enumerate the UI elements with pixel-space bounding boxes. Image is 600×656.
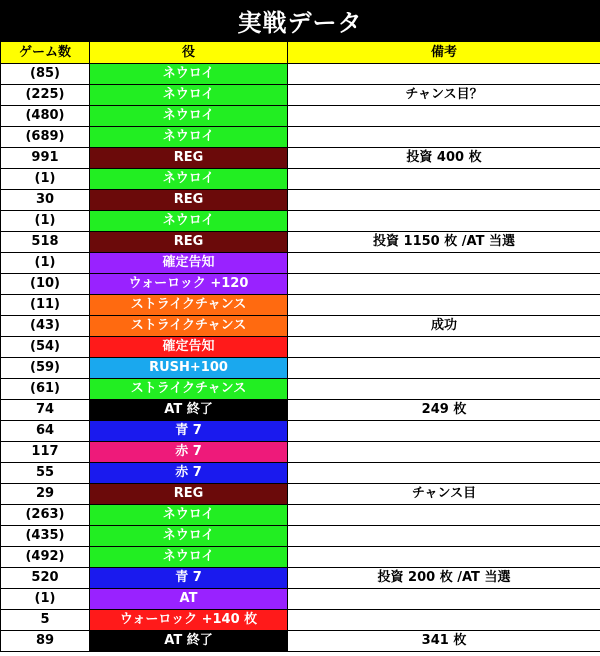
table-row — [1, 568, 600, 589]
note-cell: 成功 — [288, 316, 600, 337]
role-cell: AT 終了 — [90, 631, 288, 652]
note-cell — [288, 127, 600, 148]
note-cell — [288, 358, 600, 379]
note-cell — [288, 442, 600, 463]
note-cell — [288, 526, 600, 547]
game-count-cell: (480) — [1, 106, 90, 127]
game-count-cell: (54) — [1, 337, 90, 358]
table-row — [1, 232, 600, 253]
table-row — [1, 463, 600, 484]
game-count-cell: (59) — [1, 358, 90, 379]
role-cell: REG — [90, 232, 288, 253]
table-row — [1, 106, 600, 127]
note-cell — [288, 379, 600, 400]
table-row — [1, 379, 600, 400]
note-cell — [288, 505, 600, 526]
game-count-cell: (1) — [1, 169, 90, 190]
role-cell: ネウロイ — [90, 127, 288, 148]
table-row — [1, 295, 600, 316]
table-row — [1, 631, 600, 652]
header-role: 役 — [90, 42, 288, 64]
role-cell: AT 終了 — [90, 400, 288, 421]
table-row — [1, 64, 600, 85]
role-cell: ストライクチャンス — [90, 379, 288, 400]
role-cell: ネウロイ — [90, 547, 288, 568]
table-row — [1, 274, 600, 295]
note-cell — [288, 337, 600, 358]
game-count-cell: (85) — [1, 64, 90, 85]
game-count-cell: 89 — [1, 631, 90, 652]
game-count-cell: 520 — [1, 568, 90, 589]
role-cell: ネウロイ — [90, 85, 288, 106]
game-count-cell: (43) — [1, 316, 90, 337]
game-count-cell: (1) — [1, 253, 90, 274]
table-row — [1, 190, 600, 211]
role-cell: ネウロイ — [90, 106, 288, 127]
role-cell: 青 7 — [90, 421, 288, 442]
game-count-cell: (435) — [1, 526, 90, 547]
table-row — [1, 610, 600, 631]
table-row — [1, 526, 600, 547]
note-cell — [288, 253, 600, 274]
role-cell: RUSH+100 — [90, 358, 288, 379]
role-cell: ストライクチャンス — [90, 295, 288, 316]
role-cell: ストライクチャンス — [90, 316, 288, 337]
game-count-cell: (11) — [1, 295, 90, 316]
table-row — [1, 85, 600, 106]
note-cell — [288, 589, 600, 610]
role-cell: 確定告知 — [90, 253, 288, 274]
table-row — [1, 169, 600, 190]
game-count-cell: (225) — [1, 85, 90, 106]
note-cell: チャンス目？ — [288, 85, 600, 106]
table-row — [1, 253, 600, 274]
table-row — [1, 127, 600, 148]
table-row — [1, 547, 600, 568]
game-count-cell: 55 — [1, 463, 90, 484]
game-count-cell: 117 — [1, 442, 90, 463]
role-cell: 赤 7 — [90, 442, 288, 463]
note-cell: 投資 400 枚 — [288, 148, 600, 169]
game-count-cell: (61) — [1, 379, 90, 400]
role-cell: REG — [90, 190, 288, 211]
role-cell: ネウロイ — [90, 505, 288, 526]
table-row — [1, 505, 600, 526]
game-count-cell: (492) — [1, 547, 90, 568]
game-count-cell: 30 — [1, 190, 90, 211]
game-count-cell: (10) — [1, 274, 90, 295]
table-row — [1, 421, 600, 442]
role-cell: 赤 7 — [90, 463, 288, 484]
role-cell: ネウロイ — [90, 526, 288, 547]
role-cell: ネウロイ — [90, 64, 288, 85]
role-cell: 青 7 — [90, 568, 288, 589]
table-row — [1, 316, 600, 337]
header-game: ゲーム数 — [1, 42, 90, 64]
table-row — [1, 211, 600, 232]
table-row — [1, 589, 600, 610]
note-cell — [288, 169, 600, 190]
note-cell — [288, 211, 600, 232]
game-count-cell: (1) — [1, 589, 90, 610]
game-count-cell: 5 — [1, 610, 90, 631]
table-row — [1, 484, 600, 505]
note-cell — [288, 295, 600, 316]
role-cell: 確定告知 — [90, 337, 288, 358]
game-count-cell: 518 — [1, 232, 90, 253]
note-cell — [288, 547, 600, 568]
header-row — [1, 42, 600, 64]
game-count-cell: 29 — [1, 484, 90, 505]
header-note: 備考 — [288, 42, 600, 64]
game-count-cell: (1) — [1, 211, 90, 232]
role-cell: ウォーロック +140 枚 — [90, 610, 288, 631]
note-cell: 341 枚 — [288, 631, 600, 652]
results-table — [0, 41, 600, 652]
role-cell: AT — [90, 589, 288, 610]
note-cell — [288, 463, 600, 484]
note-cell: 投資 1150 枚 /AT 当選 — [288, 232, 600, 253]
note-cell — [288, 421, 600, 442]
note-cell: 249 枚 — [288, 400, 600, 421]
table-row — [1, 148, 600, 169]
note-cell — [288, 64, 600, 85]
role-cell: REG — [90, 148, 288, 169]
game-count-cell: 74 — [1, 400, 90, 421]
note-cell — [288, 190, 600, 211]
game-count-cell: (263) — [1, 505, 90, 526]
table-row — [1, 400, 600, 421]
note-cell — [288, 610, 600, 631]
role-cell: ネウロイ — [90, 211, 288, 232]
role-cell: ネウロイ — [90, 169, 288, 190]
role-cell: ウォーロック +120 — [90, 274, 288, 295]
note-cell: 投資 200 枚 /AT 当選 — [288, 568, 600, 589]
note-cell — [288, 106, 600, 127]
table-row — [1, 358, 600, 379]
table-row — [1, 442, 600, 463]
note-cell: チャンス目 — [288, 484, 600, 505]
page-title: 実戦データ — [0, 0, 600, 41]
table-row — [1, 337, 600, 358]
game-count-cell: 64 — [1, 421, 90, 442]
note-cell — [288, 274, 600, 295]
role-cell: REG — [90, 484, 288, 505]
game-count-cell: (689) — [1, 127, 90, 148]
game-count-cell: 991 — [1, 148, 90, 169]
